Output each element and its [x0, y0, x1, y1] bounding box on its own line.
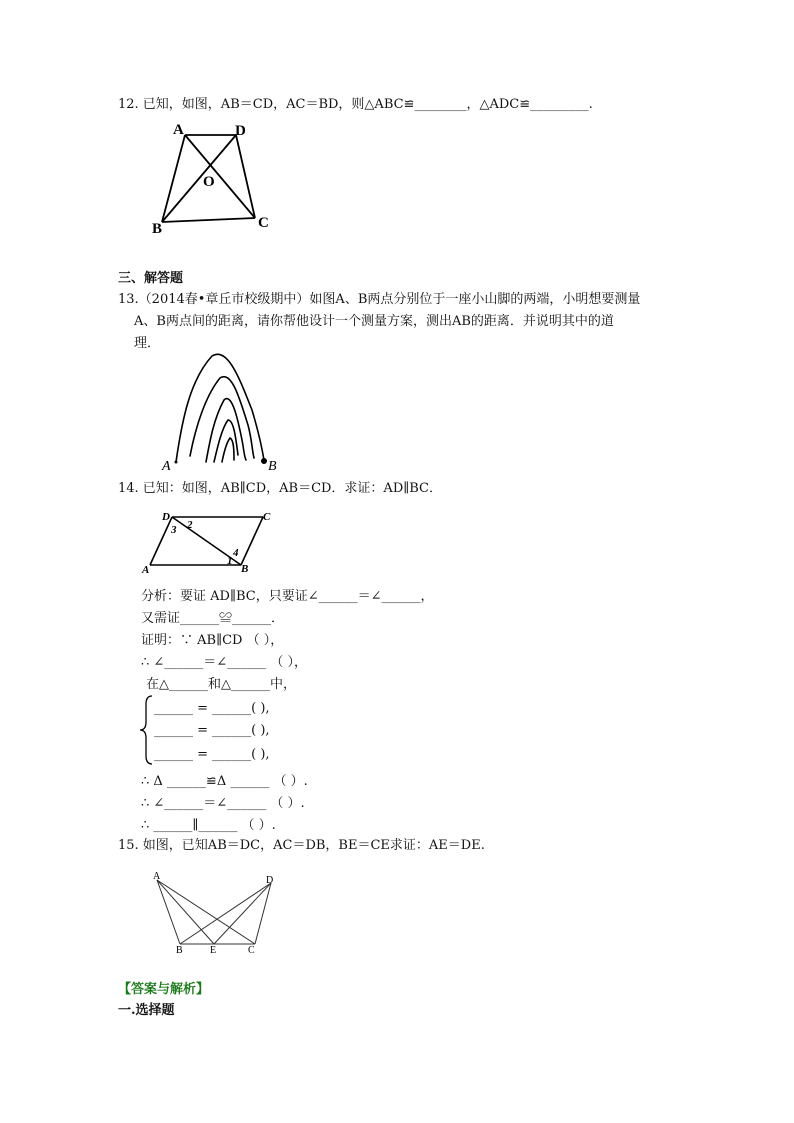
q15-segment-ab: [157, 880, 180, 944]
q15-label-e: E: [210, 945, 217, 956]
q15-segment-de: [214, 883, 271, 944]
q14-angle-3: 3: [171, 524, 177, 536]
q15-label-c: C: [248, 945, 255, 956]
q13-label-b: B: [268, 459, 277, 474]
q14-angle-2: 2: [187, 519, 193, 531]
q14-conclusion-2: ∴ ∠______＝∠______ （ ）.: [141, 796, 305, 811]
q15-text: 15. 如图，已知AB＝DC，AC＝DB，BE＝CE求证：AE＝DE.: [118, 838, 485, 853]
q14-label-a: A: [142, 564, 150, 576]
answers-title: 【答案与解析】: [118, 982, 210, 997]
q14-text: 14. 已知：如图，AB∥CD，AB＝CD．求证：AD∥BC．: [118, 481, 442, 496]
q15-label-d: D: [266, 875, 274, 886]
q13-line-1: 13.（2014春•章丘市校级期中）如图A、B两点分别位于一座小山脚的两端，小明想要测量: [118, 292, 641, 307]
q13-line-2: A、B两点间的距离，请你帮他设计一个测量方案，测出AB的距离．并说明其中的道: [134, 314, 614, 329]
q12-label-c: C: [258, 215, 269, 231]
q14-condition-2: ______ = ______( ),: [154, 723, 270, 738]
q14-label-d: D: [162, 511, 170, 523]
q12-label-b: B: [152, 221, 163, 237]
q14-conclusion-3: ∴ ______∥______ （ ）.: [141, 818, 276, 833]
q14-proof-2: ∴ ∠______＝∠______ （ ），: [141, 655, 307, 670]
q13-label-a: A: [162, 459, 171, 474]
q14-proof-1: 证明：∵ AB∥CD （ ），: [141, 633, 284, 648]
q12-label-o: O: [203, 174, 215, 190]
section-3-title: 三、解答题: [118, 271, 184, 286]
q14-analysis-1: 分析：要证 AD∥BC，只要证∠______＝∠______，: [141, 589, 434, 604]
q14-label-c: C: [263, 511, 271, 523]
q14-condition-1: ______ = ______( ),: [154, 701, 270, 716]
q12-label-a: A: [173, 122, 184, 138]
q12-label-d: D: [235, 123, 246, 139]
q14-conclusion-1: ∴ Δ ______≌Δ ______ （ ）.: [141, 774, 308, 789]
q12-text: 12. 已知，如图，AB＝CD，AC＝BD，则△ABC≌________，△ADC≌_________.: [118, 97, 593, 112]
q14-label-b: B: [241, 563, 249, 575]
q15-label-b: B: [176, 945, 183, 956]
q15-label-a: A: [153, 871, 161, 882]
q14-proof-3: 在△______和△______中，: [146, 677, 296, 692]
q14-analysis-2: 又需证______≌______．: [141, 611, 285, 626]
q14-angle-4: 4: [233, 547, 239, 559]
q13-line-3: 理．: [134, 336, 161, 351]
answers-section-1: 一.选择题: [118, 1003, 175, 1018]
q14-angle-1: 1: [227, 555, 233, 567]
q14-condition-3: ______ = ______( ),: [154, 747, 270, 762]
